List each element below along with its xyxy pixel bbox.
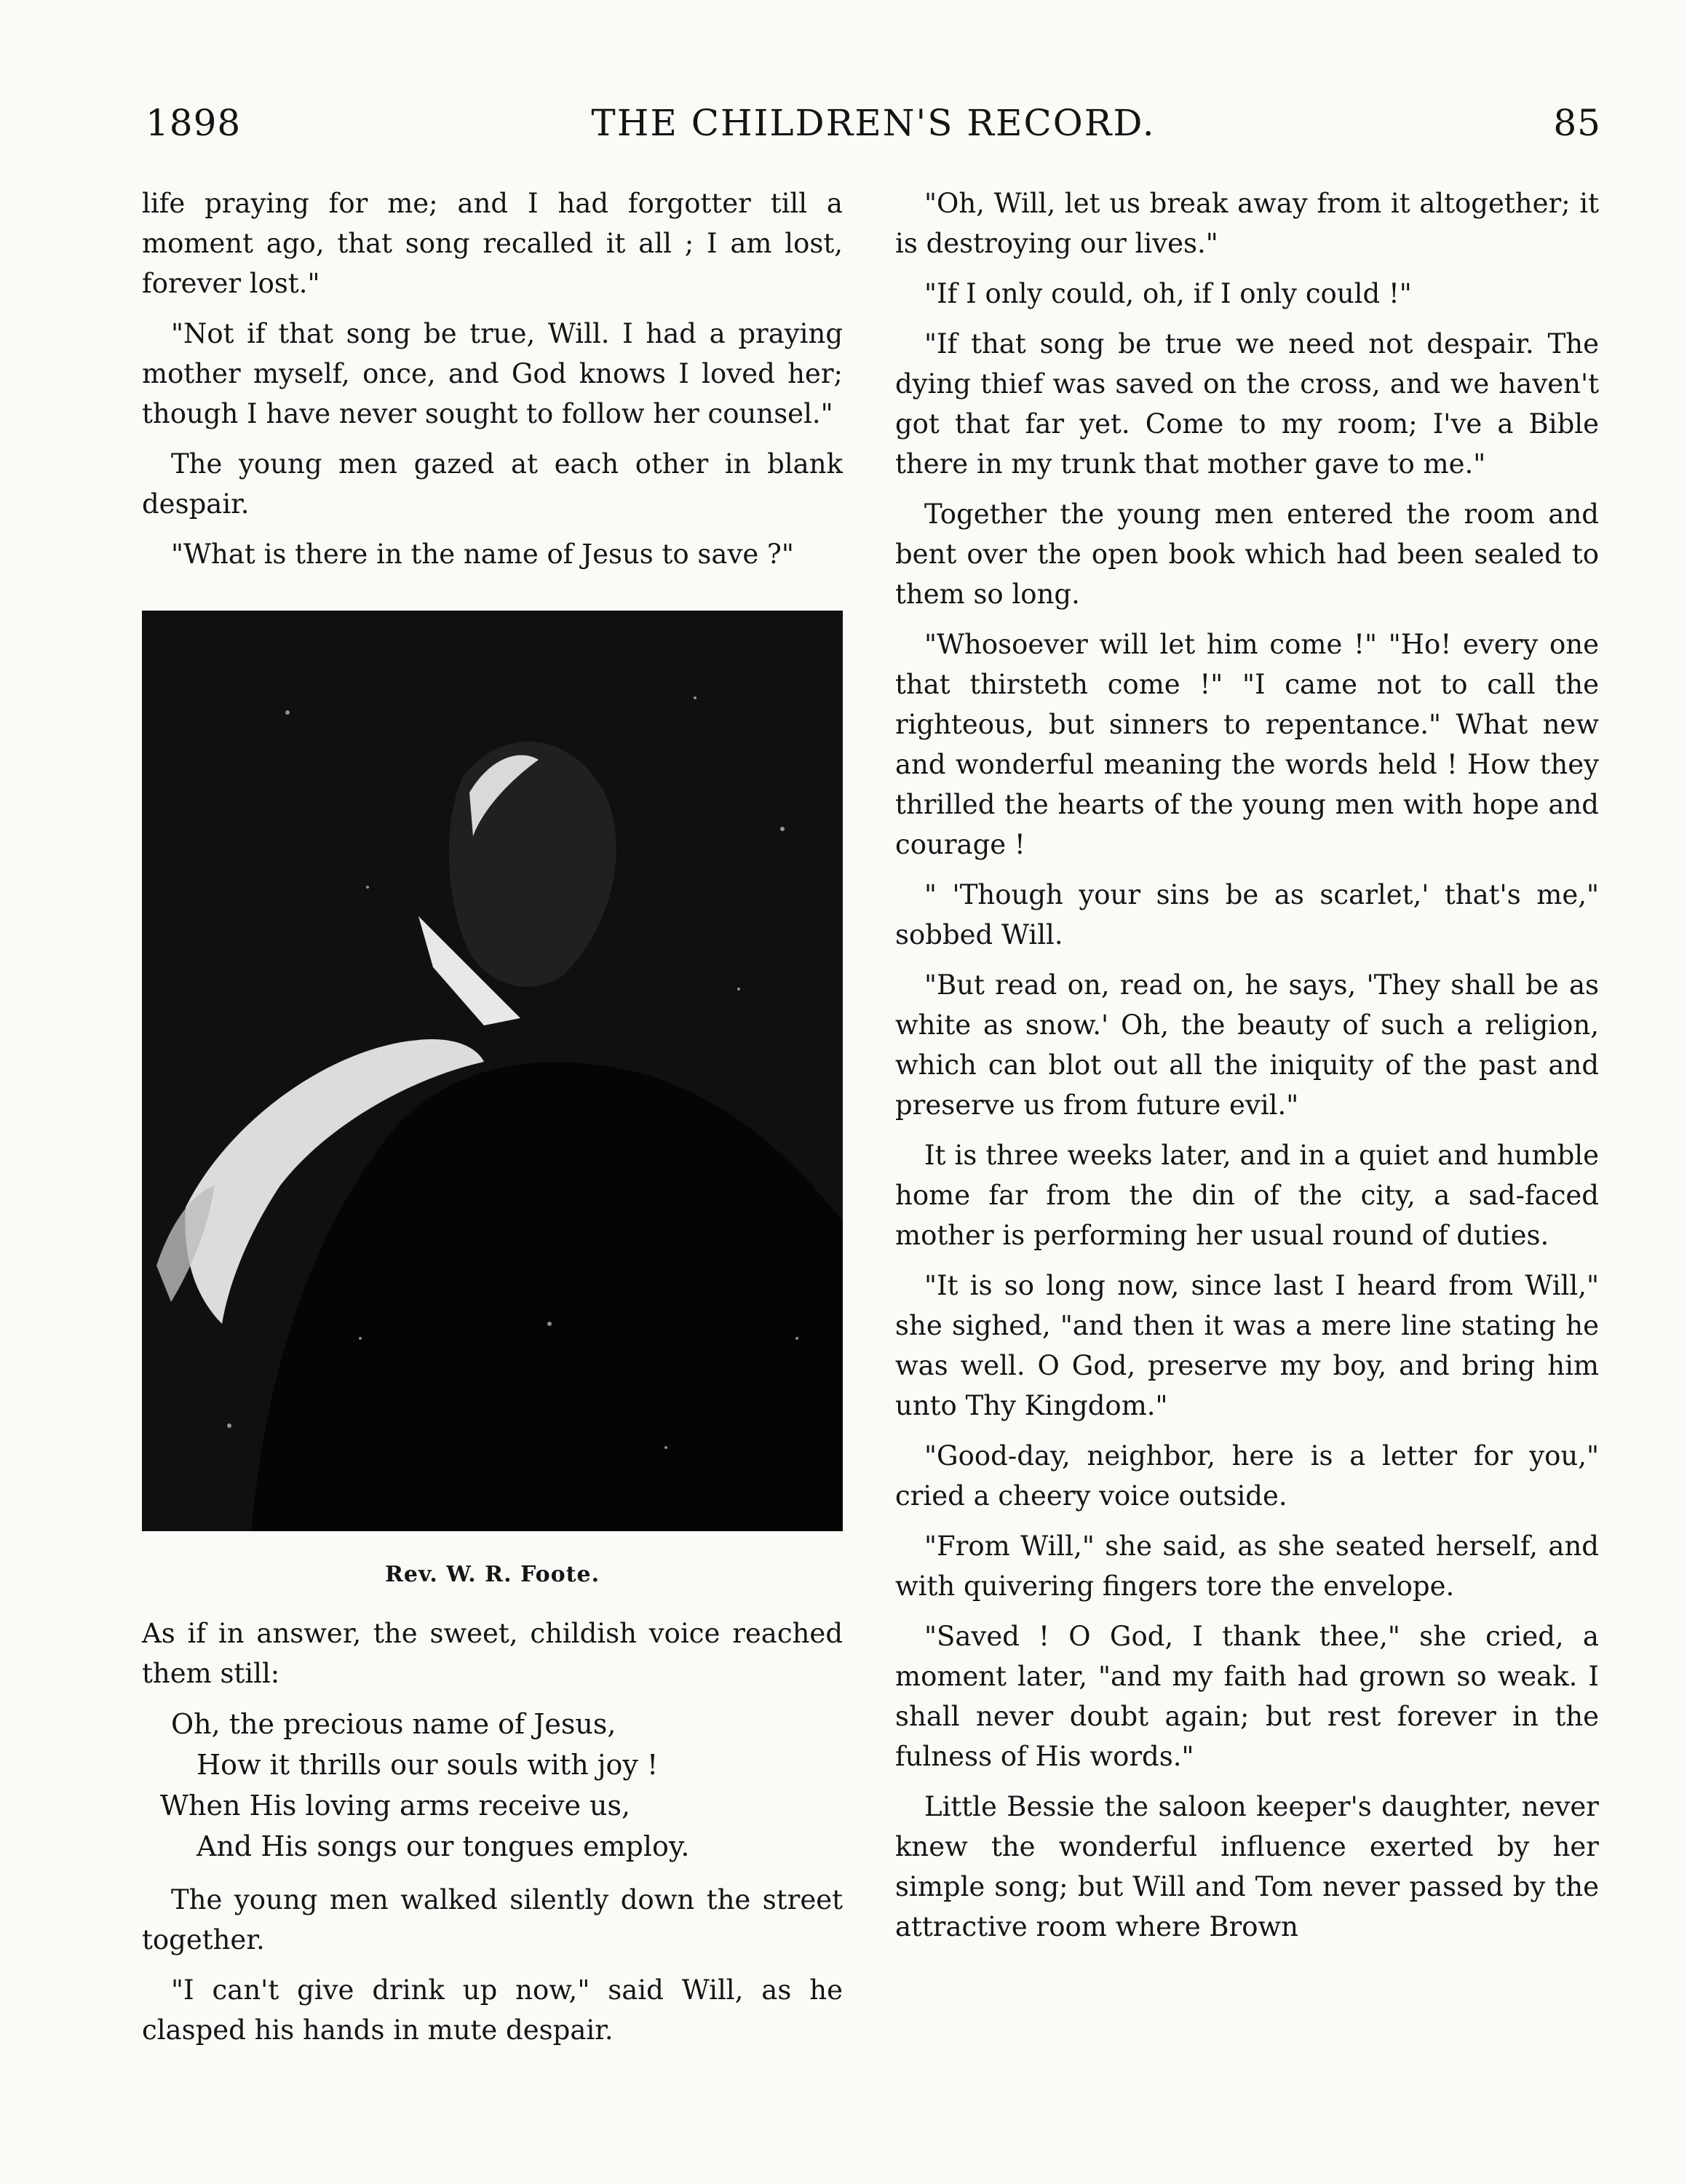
- portrait-caption: Rev. W. R. Foote.: [384, 1562, 600, 1587]
- paragraph: "But read on, read on, he says, 'They shall be as white as snow.' Oh, the beauty of such a religion, which can blot out all the iniquity of the past and preserve us from future evil.": [895, 969, 1599, 1121]
- paragraph: As if in answer, the sweet, childish voice reached them still:: [142, 1618, 843, 1689]
- right-column: [895, 183, 1599, 1957]
- paragraph: Little Bessie the saloon keeper's daughter, never knew the wonderful influence exerted by her simple song; but Will and Tom never passed by the attractive room where Brown: [895, 1791, 1599, 1942]
- page-header: [146, 102, 1601, 160]
- left-column: [142, 183, 843, 2060]
- paragraph: "Whosoever will let him come !" "Ho! every one that thirsteth come !" "I came not to call the righteous, but sinners to repentance." What new and wonderful meaning the words held ! How they thrilled the hearts of the young men with hope and courage !: [895, 629, 1599, 860]
- portrait-image: [142, 611, 843, 1531]
- paragraph: It is three weeks later, and in a quiet and humble home far from the din of the city, a sad-faced mother is performing her usual round of duties.: [895, 1140, 1599, 1251]
- paragraph: The young men gazed at each other in blank despair.: [142, 448, 843, 520]
- paragraph: "From Will," she said, as she seated herself, and with quivering fingers tore the envelope.: [895, 1530, 1599, 1602]
- paragraph: "What is there in the name of Jesus to save ?": [171, 539, 794, 570]
- page-number: 85: [1553, 102, 1601, 144]
- hymn-line: When His loving arms receive us,: [160, 1790, 631, 1822]
- paragraph: "If that song be true we need not despair. The dying thief was saved on the cross, and we haven't got that far yet. Come to my room; I've a Bible there in my trunk that mother gave to me.": [895, 328, 1599, 480]
- hymn-line: And His songs our tongues employ.: [197, 1830, 690, 1862]
- paragraph: "Saved ! O God, I thank thee," she cried, a moment later, "and my faith had grown so weak. I shall never doubt again; but rest forever in the fulness of His words.": [895, 1621, 1599, 1772]
- publication-title: THE CHILDREN'S RECORD.: [591, 102, 1156, 144]
- header-year: 1898: [146, 102, 242, 144]
- paragraph: "It is so long now, since last I heard from Will," she sighed, "and then it was a mere line stating he was well. O God, preserve my boy, and bring him unto Thy Kingdom.": [895, 1270, 1599, 1421]
- paragraph: " 'Though your sins be as scarlet,' that's me," sobbed Will.: [895, 879, 1599, 950]
- paragraph: "Good-day, neighbor, here is a letter for you," cried a cheery voice outside.: [895, 1440, 1599, 1512]
- paragraph: "I can't give drink up now," said Will, as he clasped his hands in mute despair.: [142, 1974, 843, 2046]
- paragraph: life praying for me; and I had forgotter till a moment ago, that song recalled it all ; I am lost, forever lost.": [142, 188, 843, 299]
- paragraph: "Not if that song be true, Will. I had a praying mother myself, once, and God knows I loved her; though I have never sought to follow her counsel.": [142, 318, 843, 429]
- paragraph: "Oh, Will, let us break away from it altogether; it is destroying our lives.": [895, 188, 1599, 259]
- paragraph: The young men walked silently down the street together.: [142, 1884, 843, 1955]
- hymn-line: Oh, the precious name of Jesus,: [171, 1708, 616, 1740]
- portrait-photo: [142, 611, 843, 1531]
- paragraph: Together the young men entered the room and bent over the open book which had been sealed to them so long.: [895, 499, 1599, 610]
- paragraph: "If I only could, oh, if I only could !": [924, 278, 1412, 309]
- hymn-verse: [142, 1704, 843, 1867]
- hymn-line: How it thrills our souls with joy !: [197, 1749, 659, 1781]
